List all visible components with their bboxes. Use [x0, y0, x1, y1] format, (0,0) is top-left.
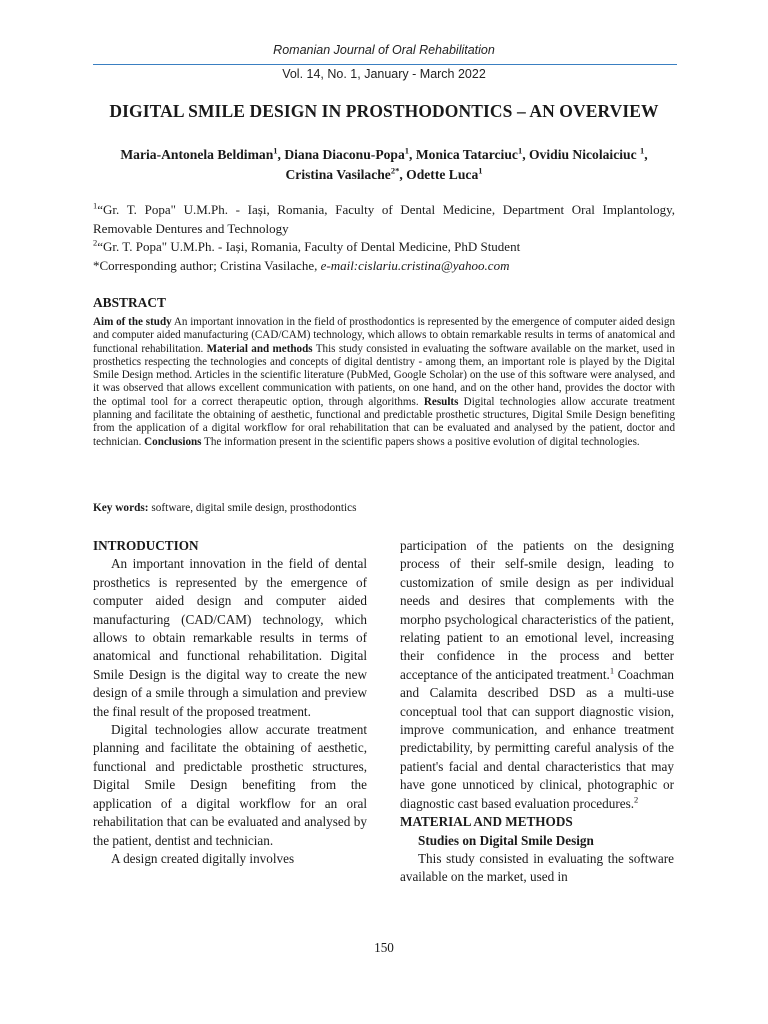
abstract-conclusions-label: Conclusions [144, 435, 202, 448]
abstract-body [93, 316, 675, 449]
author-affiliation-mark: 1 [404, 145, 410, 156]
abstract-results-text: Digital technologies allow accurate treatment planning and facilitate the obtaining of aesthetic, functional and predictable prosthetic structures, Digital Smile Design benefiting from the application of a digital workflow for oral rehabilitation that can be evaluated and analysed by the patient, doctor and technician. [93, 395, 675, 448]
abstract-methods-label: Material and methods [206, 342, 313, 355]
author-affiliation-mark: 2* [390, 164, 400, 175]
affiliation-mark: 1 [93, 200, 98, 211]
corresponding-author-text: *Corresponding author; Cristina Vasilache, [93, 258, 321, 273]
body-text: Coachman and Calamita described DSD as a multi-use conceptual tool that can support diagnostic vision, improve communication, and enhance treatment predictability, by permitting careful analysis of the patient's facial and dental characteristics that may have gone unnoticed by clinical, photographic or diagnostic cast based evaluation procedures. [400, 666, 674, 811]
abstract-heading: ABSTRACT [93, 295, 166, 310]
citation-mark: 2 [634, 794, 639, 805]
author-affiliation-mark: 1 [478, 164, 483, 175]
author-affiliation-mark: 1 [640, 145, 645, 156]
body-paragraph: A design created digitally involves [111, 850, 295, 866]
section-heading-introduction: INTRODUCTION [93, 538, 199, 553]
body-paragraph: This study consisted in evaluating the software available on the market, used in [400, 850, 674, 885]
abstract-aim-text: An important innovation in the field of prosthodontics is represented by the emergence of computer aided design and computer aided manufacturing (CAD/CAM) technology, which allows to obtain remarkable results in terms of anatomical and functional rehabilitation. [93, 316, 675, 355]
affiliation-1 [93, 201, 675, 238]
author-name: , Odette Luca [399, 166, 479, 182]
author-name: , Monica Tatarciuc [409, 147, 518, 162]
journal-issue: Vol. 14, No. 1, January - March 2022 [282, 67, 486, 81]
abstract-results-label: Results [423, 395, 459, 408]
author-affiliation-mark: 1 [273, 145, 278, 156]
author-name: , Cristina Vasilache [285, 147, 648, 182]
left-column [93, 537, 367, 868]
author-name: , Ovidiu Nicolaiciuc [522, 147, 641, 162]
section-heading-methods: MATERIAL AND METHODS [400, 814, 573, 830]
affiliation-text: “Gr. T. Popa" U.M.Ph. - Iași, Romania, Faculty of Dental Medicine, Department Oral Implantology, Removable Dentures and Technology [93, 202, 675, 236]
body-paragraph [400, 537, 674, 813]
author-email: e-mail:cislariu.cristina@yahoo.com [320, 258, 510, 273]
keywords-label: Key words: [93, 502, 149, 514]
journal-name: Romanian Journal of Oral Rehabilitation [273, 43, 495, 57]
keywords-text: software, digital smile design, prosthodontics [148, 502, 357, 514]
paper-title: DIGITAL SMILE DESIGN IN PROSTHODONTICS – AN OVERVIEW [109, 101, 659, 121]
abstract-aim-label: Aim of the study [93, 316, 172, 328]
body-paragraph: An important innovation in the field of dental prosthetics is represented by the emergence of computer aided design and computer aided manufacturing (CAD/CAM) technology, which allows to obtain remarkable results in terms of anatomical and functional rehabilitation. Digital Smile Design is the digital way to create the new design of a smile through a simulation and preview the final result of the proposed treatment. [93, 556, 367, 719]
abstract-conclusions-text: The information present in the scientific papers shows a positive evolution of digital technologies. [201, 435, 640, 448]
author-list [110, 145, 658, 184]
body-paragraph: Digital technologies allow accurate treatment planning and facilitate the obtaining of aesthetic, functional and predictable prosthetic structures, Digital Smile Design benefiting from the application of a digital workflow for an oral rehabilitation that can be evaluated and analysed by the patient, dentist and technician. [93, 722, 367, 848]
author-name: Maria-Antonela Beldiman [120, 147, 274, 162]
citation-mark: 1 [609, 665, 615, 676]
header-divider [93, 64, 677, 65]
affiliation-mark: 2 [93, 237, 98, 248]
keywords [93, 502, 675, 514]
affiliation-2 [93, 238, 675, 257]
corresponding-author [93, 257, 675, 276]
author-name: , Diana Diaconu-Popa [277, 147, 405, 162]
abstract-methods-text: This study consisted in evaluating the software available on the market, used in prosthetics respecting the technologies and concepts of digital dentistry - among them, an important role is played by the Digital Smile Design method. Articles in the scientific literature (PubMed, Google Scholar) on the use of this software were analysed, and it was observed that allows excellent communication with patients, on one hand, and on the other hand, provides the doctor with the optimal tool for a correct therapeutic option, through algorithms. [93, 342, 675, 408]
right-column [400, 537, 674, 887]
author-affiliation-mark: 1 [517, 145, 523, 156]
affiliation-text: “Gr. T. Popa" U.M.Ph. - Iași, Romania, Faculty of Dental Medicine, PhD Student [97, 239, 521, 254]
page-number: 150 [374, 940, 394, 955]
subsection-heading: Studies on Digital Smile Design [418, 832, 594, 848]
body-text: participation of the patients on the designing process of their self-smile design, leading to customization of smile design as per individual needs and desires that complements with the morpho psychological characteristics of the patient, relating patient to an emotional level, increasing their confidence in the process and better acceptance of the anticipated treatment. [400, 538, 674, 682]
